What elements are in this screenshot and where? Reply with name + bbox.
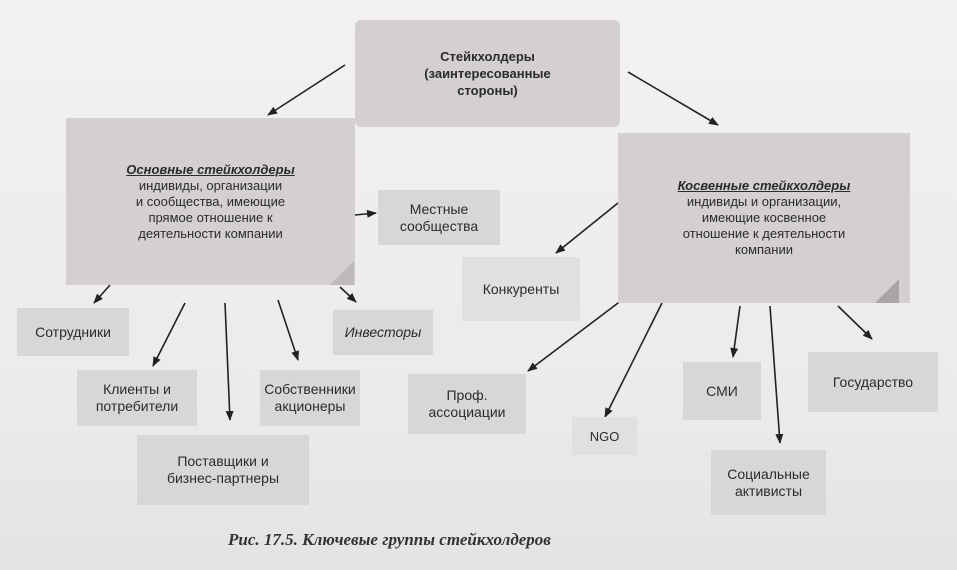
state-label: Государство [832, 373, 914, 390]
owners-line-2: акционеры [274, 398, 346, 414]
local-communities-box [378, 190, 500, 245]
root-line-1: Стейкхолдеры [440, 49, 535, 64]
indirect-stakeholders-box [618, 133, 910, 303]
social-activists-box [711, 450, 826, 515]
arrow-primary-to-owners [278, 300, 298, 360]
competitors-label: Конкуренты [482, 280, 560, 297]
media-box [683, 362, 761, 420]
local-communities-line-2: сообщества [399, 217, 479, 234]
arrow-indirect-to-activists [770, 306, 780, 443]
indirect-desc-line-1: индивиды и организации, [686, 194, 842, 209]
primary-desc-line-1: индивиды, организации [138, 177, 283, 193]
employees-box [17, 308, 129, 356]
primary-stakeholders-box [66, 118, 355, 285]
prof-associations-box [408, 374, 526, 434]
suppliers-line-1: Поставщики и [177, 453, 269, 469]
prof-associations-line-2: ассоциации [428, 404, 506, 420]
suppliers-box [137, 435, 309, 505]
employees-label: Сотрудники [35, 323, 111, 340]
arrow-indirect-to-ngo [605, 303, 662, 417]
primary-desc-line-2: и сообщества, имеющие [135, 193, 286, 209]
indirect-desc-line-4: компании [735, 242, 793, 257]
state-box [808, 352, 938, 412]
figure-caption: Рис. 17.5. Ключевые группы стейкхолдеров [228, 530, 551, 549]
indirect-box-fold [875, 279, 899, 303]
primary-stakeholders-title: Основные стейкхолдеры [126, 161, 295, 177]
ngo-label: NGO [589, 428, 620, 444]
arrow-primary-to-employees [94, 285, 110, 303]
local-communities-line-1: Местные [409, 200, 469, 217]
arrow-primary-to-investors [340, 287, 356, 302]
arrow-indirect-to-competitors [556, 203, 618, 253]
owners-line-1: Собственники [264, 381, 356, 397]
competitors-box [462, 257, 580, 321]
investors-box [333, 310, 433, 355]
arrow-primary-to-clients [153, 303, 185, 366]
clients-box [77, 370, 197, 426]
clients-line-2: потребители [95, 398, 179, 414]
social-activists-line-2: активисты [734, 482, 803, 499]
primary-desc-line-3: прямое отношение к [148, 209, 273, 225]
indirect-desc-line-2: имеющие косвенное [701, 210, 827, 225]
prof-associations-line-1: Проф. [446, 387, 488, 403]
primary-box-fold [330, 261, 354, 285]
clients-line-1: Клиенты и [103, 381, 171, 397]
arrow-indirect-to-media [733, 306, 740, 357]
arrow-indirect-to-state [838, 306, 872, 339]
arrow-root-to-primary [268, 65, 345, 115]
root-line-2: (заинтересованные [424, 66, 551, 81]
ngo-box [572, 417, 637, 455]
media-label: СМИ [706, 382, 738, 399]
arrow-primary-to-suppliers [225, 303, 230, 420]
suppliers-line-2: бизнес-партнеры [166, 470, 280, 486]
indirect-stakeholders-title: Косвенные стейкхолдеры [677, 178, 851, 193]
investors-label: Инвесторы [344, 324, 422, 340]
arrow-root-to-indirect [628, 72, 718, 125]
root-stakeholders-box [355, 20, 620, 127]
root-line-3: стороны) [457, 83, 518, 98]
indirect-desc-line-3: отношение к деятельности [682, 226, 846, 241]
primary-desc-line-4: деятельности компании [138, 225, 283, 241]
social-activists-line-1: Социальные [727, 465, 810, 482]
owners-box [260, 370, 360, 426]
arrow-primary-to-local [355, 213, 376, 215]
